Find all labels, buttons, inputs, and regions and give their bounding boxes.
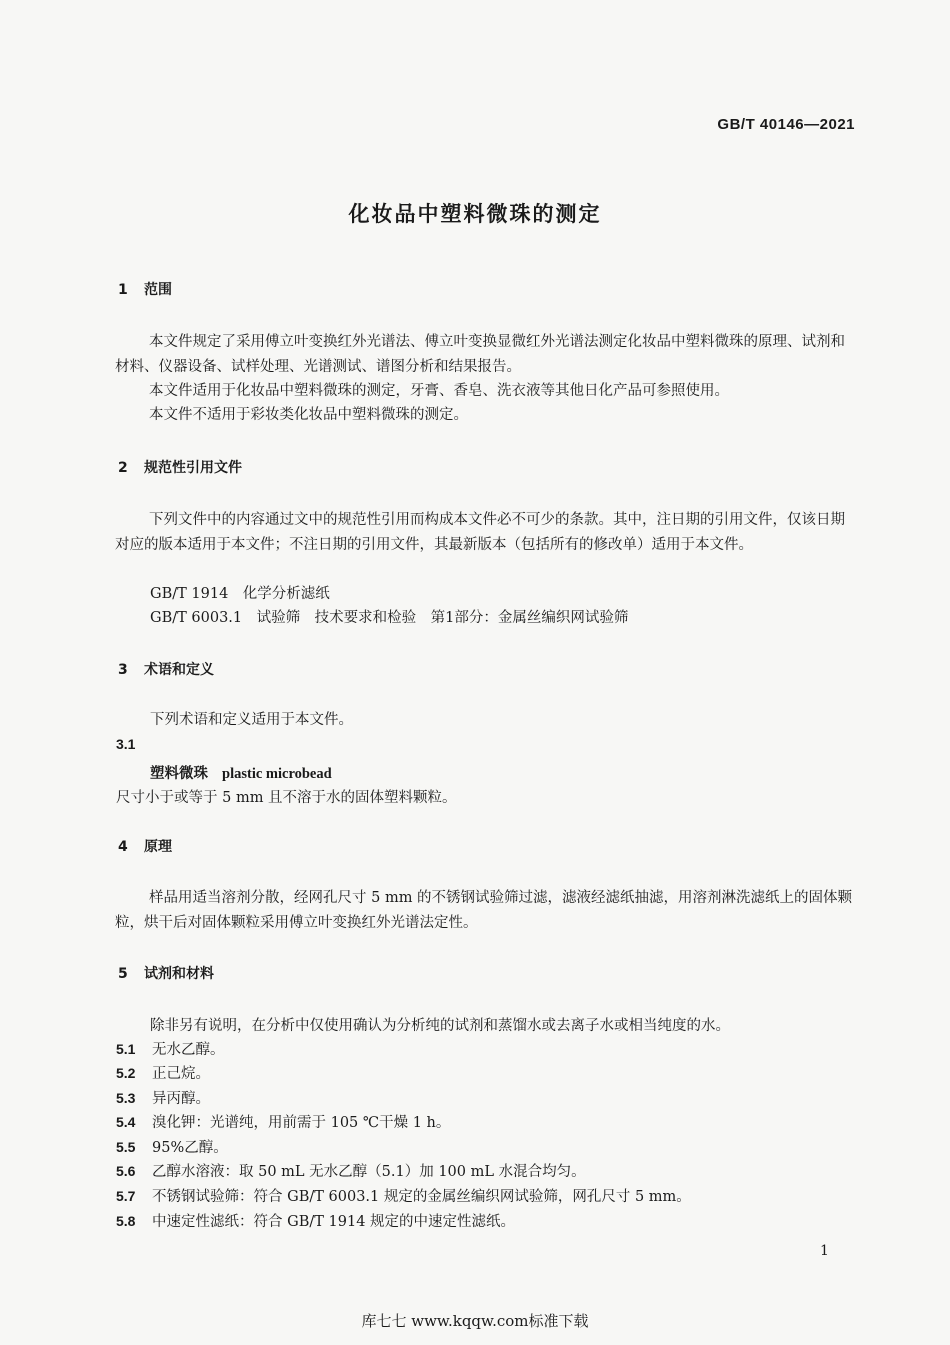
section-title: 术语和定义 [144, 662, 214, 678]
section-title: 规范性引用文件 [144, 460, 242, 476]
section-number: 2 [118, 460, 128, 476]
standard-code: GB/T 40146—2021 [717, 116, 855, 133]
section-3-heading [118, 659, 214, 679]
list-item: 5.4 溴化钾：光谱纯，用前需于 105 ℃干燥 1 h。 [116, 1114, 451, 1131]
section-2-para-1: 下列文件中的内容通过文中的规范性引用而构成本文件必不可少的条款。其中，注日期的引用文件，仅该日期对应的版本适用于本文件；不注日期的引用文件，其最新版本（包括所有的修改单）适用于本文件。 [115, 512, 845, 553]
subsection-3-1-number: 3.1 [116, 736, 136, 752]
section-number: 5 [118, 966, 128, 982]
section-2-heading [118, 457, 242, 477]
section-1-para-1: 本文件规定了采用傅立叶变换红外光谱法、傅立叶变换显微红外光谱法测定化妆品中塑料微珠的原理、试剂和材料、仪器设备、试样处理、光谱测试、谱图分析和结果报告。 [115, 334, 845, 375]
list-item: 5.3 异丙醇。 [116, 1090, 210, 1107]
document-title: 化妆品中塑料微珠的测定 [348, 202, 602, 226]
section-1-para-3: 本文件不适用于彩妆类化妆品中塑料微珠的测定。 [149, 407, 468, 423]
section-1-para-2: 本文件适用于化妆品中塑料微珠的测定，牙膏、香皂、洗衣液等其他日化产品可参照使用。 [149, 383, 729, 399]
list-item: 5.2 正己烷。 [116, 1065, 210, 1082]
term-entry [150, 762, 332, 783]
list-item: 5.1 无水乙醇。 [116, 1041, 225, 1058]
term-english: plastic microbead [222, 766, 332, 782]
list-item: 5.5 95%乙醇。 [116, 1139, 228, 1156]
normative-reference-2: GB/T 6003.1 试验筛 技术要求和检验 第1部分：金属丝编织网试验筛 [150, 610, 629, 626]
list-item: 5.6 乙醇水溶液：取 50 mL 无水乙醇（5.1）加 100 mL 水混合均匀。 [116, 1163, 586, 1180]
term-chinese: 塑料微珠 [150, 765, 208, 782]
section-4-heading [118, 836, 172, 856]
section-5-heading [118, 963, 214, 983]
normative-reference-1: GB/T 1914 化学分析滤纸 [150, 586, 330, 602]
section-number: 1 [118, 282, 128, 298]
section-4-para-1: 样品用适当溶剂分散，经网孔尺寸 5 mm 的不锈钢试验筛过滤，滤液经滤纸抽滤，用溶剂淋洗滤纸上的固体颗粒，烘干后对固体颗粒采用傅立叶变换红外光谱法定性。 [115, 890, 853, 931]
page-number: 1 [820, 1243, 829, 1259]
term-definition: 尺寸小于或等于 5 mm 且不溶于水的固体塑料颗粒。 [116, 790, 457, 806]
list-item: 5.8 中速定性滤纸：符合 GB/T 1914 规定的中速定性滤纸。 [116, 1213, 516, 1230]
section-title: 试剂和材料 [144, 966, 214, 982]
section-5-para-1: 除非另有说明，在分析中仅使用确认为分析纯的试剂和蒸馏水或去离子水或相当纯度的水。 [150, 1018, 730, 1034]
section-3-para-1: 下列术语和定义适用于本文件。 [150, 712, 353, 728]
section-number: 4 [118, 839, 128, 855]
footer-watermark-text: 库七七 www.kqqw.com标准下载 [361, 1312, 589, 1330]
section-number: 3 [118, 662, 128, 678]
list-item: 5.7 不锈钢试验筛：符合 GB/T 6003.1 规定的金属丝编织网试验筛，网孔尺寸 5 mm。 [116, 1188, 691, 1205]
section-1-heading [118, 279, 172, 299]
section-title: 原理 [144, 839, 172, 855]
section-title: 范围 [144, 282, 172, 298]
